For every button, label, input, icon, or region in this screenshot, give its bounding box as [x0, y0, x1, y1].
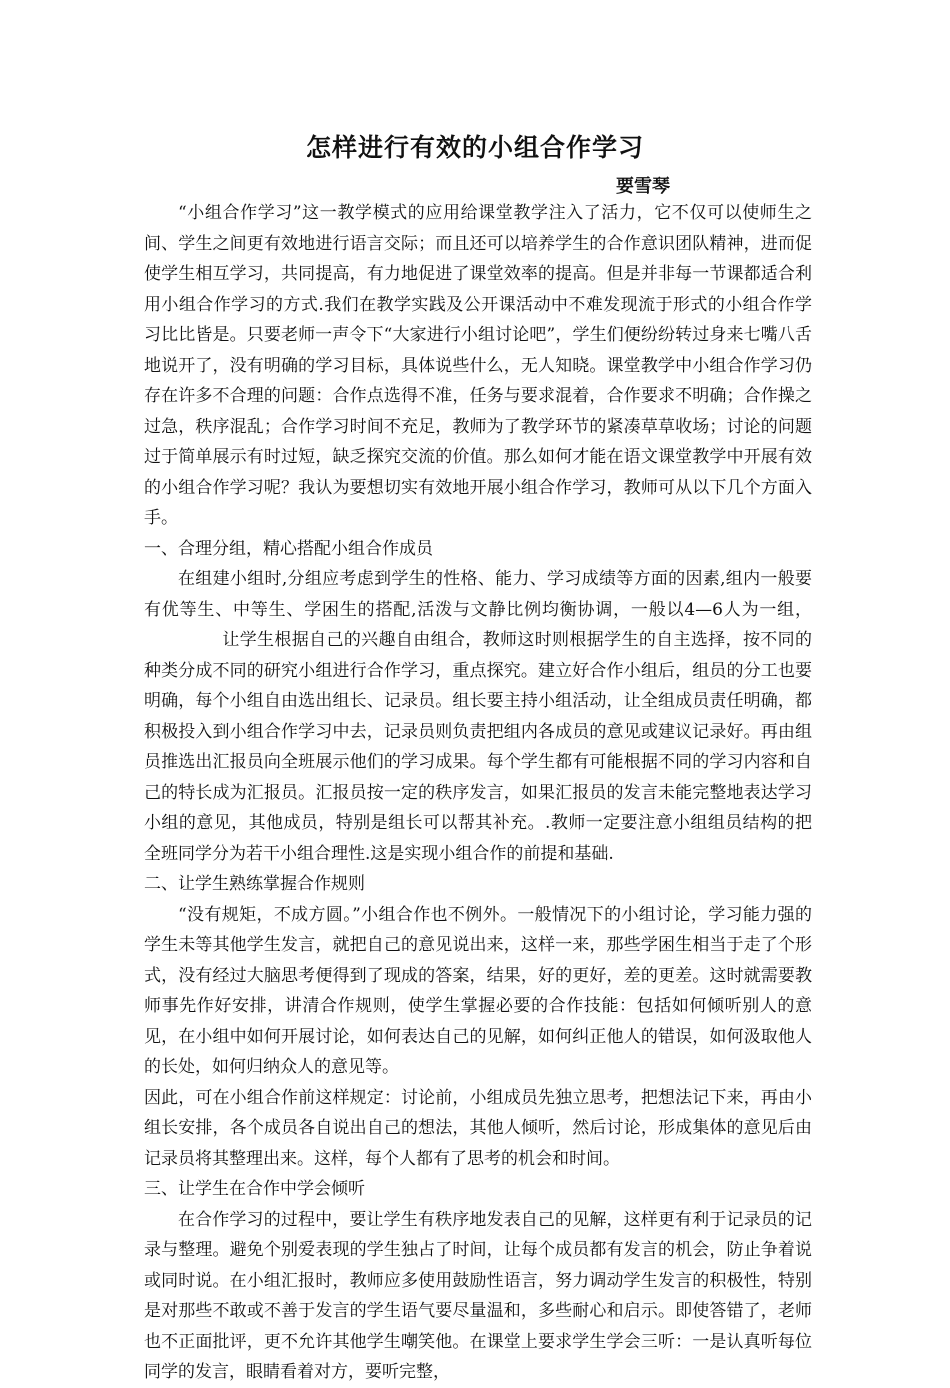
document-body: [144, 198, 812, 1388]
section-2-heading: 二、让学生熟练掌握合作规则: [144, 874, 365, 894]
document-title: 怎样进行有效的小组合作学习: [305, 133, 644, 162]
section-1-paragraph: [144, 564, 812, 869]
section-3-heading: 三、让学生在合作中学会倾听: [144, 1179, 365, 1199]
section-1-paragraph-part-b: 让学生根据自己的兴趣自由组合，教师这时则根据学生的自主选择，按不同的种类分成不同的研究小组进行合作学习，重点探究。建立好合作小组后，组员的分工也要明确，每个小组自由选出组长、记录员。组长要主持小组活动，让全组成员责任明确，都积极投入到小组合作学习中去，记录员则负责把组内各成员的意见或建议记录好。再由组员推选出汇报员向全班展示他们的学习成果。每个学生都有可能根据不同的学习内容和自己的特长成为汇报员。汇报员按一定的秩序发言，如果汇报员的发言未能完整地表达学习小组的意见，其他成员，特别是组长可以帮其补充。.教师一定要注意小组组员结构的把全班同学分为若干小组合理性.这是实现小组合作的前提和基础.: [144, 630, 812, 864]
author-name: 要雪琴: [616, 176, 670, 197]
section-3-paragraph-1: 在合作学习的过程中，要让学生有秩序地发表自己的见解，这样更有利于记录员的记录与整理。避免个别爱表现的学生独占了时间，让每个成员都有发言的机会，防止争着说或同时说。在小组汇报时，教师应多使用鼓励性语言，努力调动学生发言的积极性，特别是对那些不敢或不善于发言的学生语气要尽量温和，多些耐心和启示。即使答错了，老师也不正面批评，更不允许其他学生嘲笑他。在课堂上要求学生学会三听：一是认真听每位同学的发言，眼睛看着对方，要听完整，: [144, 1209, 812, 1382]
section-2-paragraph-2: 因此，可在小组合作前这样规定：讨论前，小组成员先独立思考，把想法记下来，再由小组长安排，各个成员各自说出自己的想法，其他人倾听，然后讨论，形成集体的意见后由记录员将其整理出来。这样，每个人都有了思考的机会和时间。: [144, 1087, 812, 1169]
section-1-paragraph-part-a: 在组建小组时,分组应考虑到学生的性格、能力、学习成绩等方面的因素,组内一般要有优等生、中等生、学困生的搭配,活泼与文静比例均衡协调，一般以4—6人为一组，: [144, 569, 812, 620]
section-2-paragraph-1: “没有规矩，不成方圆。”小组合作也不例外。一般情况下的小组讨论，学习能力强的学生未等其他学生发言，就把自己的意见说出来，这样一来，那些学困生相当于走了个形式，没有经过大脑思考便得到了现成的答案，结果，好的更好，差的更差。这时就需要教师事先作好安排，讲清合作规则，使学生掌握必要的合作技能：包括如何倾听别人的意见，在小组中如何开展讨论，如何表达自己的见解，如何纠正他人的错误，如何汲取他人的长处，如何归纳众人的意见等。: [144, 904, 812, 1077]
intro-paragraph: “小组合作学习”这一教学模式的应用给课堂教学注入了活力，它不仅可以使师生之间、学生之间更有效地进行语言交际；而且还可以培养学生的合作意识团队精神，进而促使学生相互学习，共同提高，有力地促进了课堂效率的提高。但是并非每一节课都适合利用小组合作学习的方式.我们在教学实践及公开课活动中不难发现流于形式的小组合作学习比比皆是。只要老师一声令下“大家进行小组讨论吧”，学生们便纷纷转过身来七嘴八舌地说开了，没有明确的学习目标，具体说些什么，无人知晓。课堂教学中小组合作学习仍存在许多不合理的问题：合作点选得不准，任务与要求混着，合作要求不明确；合作操之过急，秩序混乱；合作学习时间不充足，教师为了教学环节的紧凑草草收场；讨论的问题过于简单展示有时过短，缺乏探究交流的价值。那么如何才能在语文课堂教学中开展有效的小组合作学习呢？我认为要想切实有效地开展小组合作学习，教师可从以下几个方面入手。: [144, 203, 812, 528]
section-1-heading: 一、合理分组，精心搭配小组合作成员: [144, 538, 433, 559]
